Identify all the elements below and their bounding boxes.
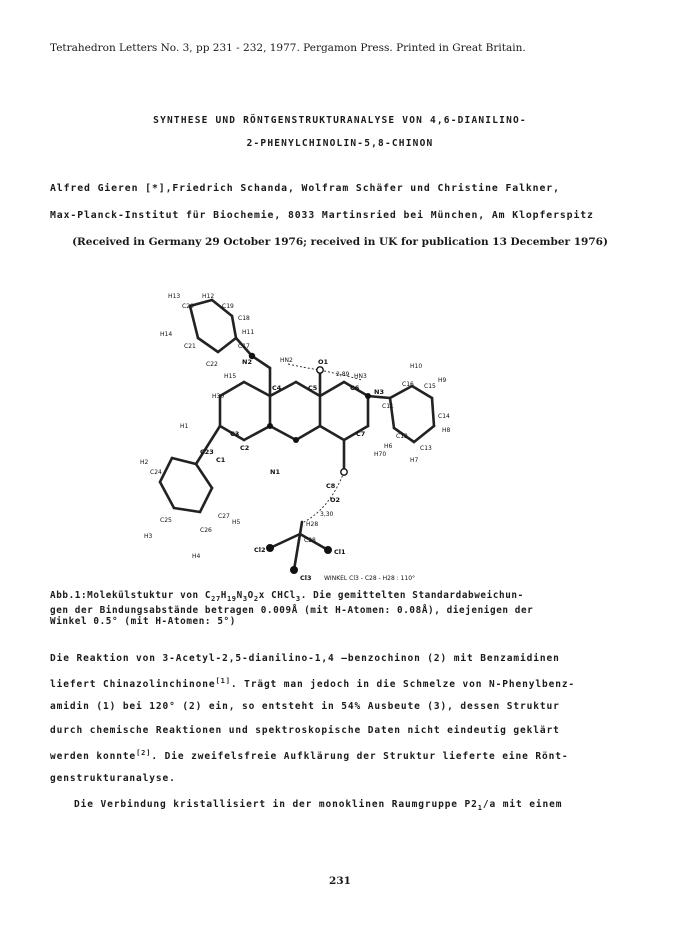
atom-c15: C15 <box>424 383 436 390</box>
atom-c12: C12 <box>396 433 408 440</box>
reference-2: [2] <box>136 749 152 757</box>
atom-n2: N2 <box>242 358 252 366</box>
atom-h13: H13 <box>168 293 181 300</box>
angle-annotation: WINKEL Cl3 - C28 - H28 : 110° <box>324 575 416 582</box>
atom-c23: C23 <box>200 448 214 456</box>
atom-c6: C6 <box>350 384 360 392</box>
atom-c17: C17 <box>238 343 250 350</box>
atom-hn3: HN3 <box>354 373 367 380</box>
body-line-5 <box>50 749 640 762</box>
atom-h2: H2 <box>140 459 149 466</box>
caption-sub-o: 2 <box>253 594 259 603</box>
atom-c13: C13 <box>420 445 432 452</box>
atom-o1: O1 <box>318 358 329 366</box>
caption-n: N <box>236 590 243 601</box>
received-dates: (Received in Germany 29 October 1976; received in UK for publication 13 December 1976) <box>72 236 608 248</box>
body-line-5a: werden konnte <box>50 751 137 763</box>
body-line-7b: /a mit einem <box>482 799 563 810</box>
body-line-2 <box>50 677 640 690</box>
atom-h14: H14 <box>160 331 173 338</box>
journal-header: Tetrahedron Letters No. 3, pp 231 - 232, 1977. Pergamon Press. Printed in Great Britain. <box>50 42 526 54</box>
caption-line3: Winkel 0.5° (mit H-Atomen: 5°) <box>50 615 236 627</box>
atom-h7: H7 <box>410 457 419 464</box>
author-affiliation: Max-Planck-Institut für Biochemie, 8033 Martinsried bei München, Am Klopferspitz <box>50 210 594 221</box>
atom-c1: C1 <box>216 456 226 464</box>
atom-h30: H30 <box>212 393 225 400</box>
atom-c5: C5 <box>308 384 318 392</box>
atom-h15: H15 <box>224 373 237 380</box>
molecular-structure-figure <box>120 286 450 586</box>
atom-h5: H5 <box>232 519 241 526</box>
atom-cl3: Cl3 <box>300 574 312 582</box>
atom-h4: H4 <box>192 553 201 560</box>
atom-c24: C24 <box>150 469 162 476</box>
caption-rest: . Die gemittelten Standardabweichun- <box>300 590 524 601</box>
atom-h9: H9 <box>438 377 447 384</box>
atom-c19: C19 <box>222 303 234 310</box>
atom-c16: C16 <box>402 381 414 388</box>
atom-c11: C11 <box>382 403 394 410</box>
caption-sub-c: 27 <box>211 594 221 603</box>
figure-caption <box>50 590 640 627</box>
atom-n3: N3 <box>374 388 384 396</box>
body-line-5b: . Die zweifelsfreie Aufklärung der Struktur lieferte eine Rönt- <box>151 751 569 763</box>
atom-h1: H1 <box>180 423 189 430</box>
body-line-7 <box>74 799 664 812</box>
atom-c3: C3 <box>230 430 240 438</box>
article-title-line2: 2-PHENYLCHINOLIN-5,8-CHINON <box>246 138 434 149</box>
caption-line1 <box>50 590 640 605</box>
atom-h28: H28 <box>306 521 319 528</box>
space-group-subscript: 1 <box>477 803 483 812</box>
caption-h: H <box>220 590 227 601</box>
page-number: 231 <box>329 875 351 887</box>
hbond-distance-2: 3,30 <box>320 511 334 518</box>
atom-c7: C7 <box>356 430 366 438</box>
caption-sub-cl: 3 <box>295 594 301 603</box>
atom-n1: N1 <box>270 468 280 476</box>
atom-cl1: Cl1 <box>334 548 346 556</box>
reference-1: [1] <box>215 677 231 685</box>
body-line-6: genstrukturanalyse. <box>50 773 176 784</box>
caption-line2: gen der Bindungsabstände betragen 0.009Å (mit H-Atomen: 0.08Å), diejenigen der <box>50 604 534 616</box>
body-line-1: Die Reaktion von 3-Acetyl-2,5-dianilino-1,4 —benzochinon (2) mit Benzamidinen <box>50 653 560 664</box>
atom-h6: H6 <box>384 443 393 450</box>
atom-hn2: HN2 <box>280 357 293 364</box>
atom-h11: H11 <box>242 329 255 336</box>
atom-h3: H3 <box>144 533 153 540</box>
caption-lead: Abb.1:Molekülstuktur von C <box>50 590 212 601</box>
caption-solvent: x CHCl <box>258 590 296 601</box>
atom-cl2: Cl2 <box>254 546 266 554</box>
atom-c26: C26 <box>200 527 212 534</box>
hbond-distance-1: 2,89 <box>336 371 350 378</box>
body-line-2a: liefert Chinazolinchinone <box>50 679 216 691</box>
atom-c27: C27 <box>218 513 230 520</box>
body-line-3: amidin (1) bei 120° (2) ein, so entsteht in 54% Ausbeute (3), dessen Struktur <box>50 701 560 712</box>
atom-c28: C28 <box>304 537 316 544</box>
atom-c25: C25 <box>160 517 172 524</box>
body-line-2b: . Trägt man jedoch in die Schmelze von N-Phenylbenz- <box>230 679 576 691</box>
caption-sub-h: 19 <box>226 594 237 603</box>
atom-c22: C22 <box>206 361 218 368</box>
atom-c21: C21 <box>184 343 196 350</box>
atom-c14: C14 <box>438 413 450 420</box>
atom-h70: H70 <box>374 451 387 458</box>
atom-o2: O2 <box>330 496 341 504</box>
caption-o: O <box>247 590 254 601</box>
atom-h12: H12 <box>202 293 215 300</box>
body-line-7a: Die Verbindung kristallisiert in der monoklinen Raumgruppe P2 <box>74 799 478 810</box>
body-line-4: durch chemische Reaktionen und spektroskopische Daten nicht eindeutig geklärt <box>50 725 560 736</box>
atom-h10: H10 <box>410 363 423 370</box>
atom-c8: C8 <box>326 482 336 490</box>
atom-c20: C20 <box>182 303 194 310</box>
atom-c4: C4 <box>272 384 282 392</box>
atom-c18: C18 <box>238 315 250 322</box>
caption-sub-n: 3 <box>242 594 248 603</box>
atom-h8: H8 <box>442 427 450 434</box>
article-title-line1: SYNTHESE UND RÖNTGENSTRUKTURANALYSE VON 4,6-DIANILINO- <box>153 115 527 126</box>
author-list: Alfred Gieren [*],Friedrich Schanda, Wolfram Schäfer und Christine Falkner, <box>50 183 560 194</box>
atom-c2: C2 <box>240 444 250 452</box>
